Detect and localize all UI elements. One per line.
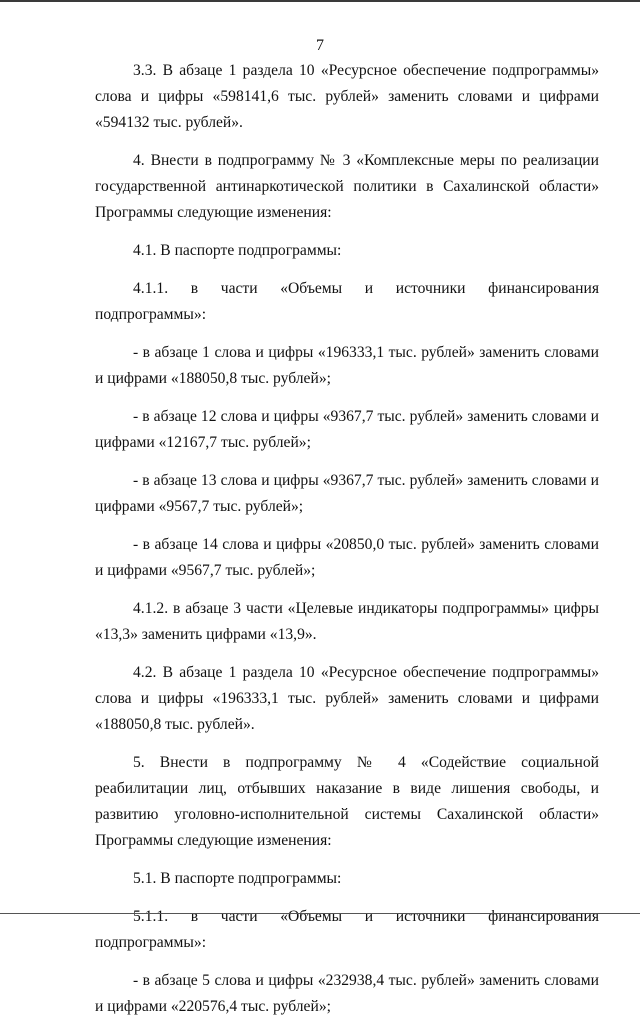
top-border-line	[0, 0, 640, 2]
paragraph-5-1: 5.1. В паспорте подпрограммы:	[133, 870, 342, 887]
paragraph-abzac-5: - в абзаце 5 слова и цифры «232938,4 тыс. рублей» заменить словами и цифрами «220576,4 тыс. рублей»;	[95, 972, 599, 1015]
paragraph-4: 4. Внести в подпрограмму № 3 «Комплексные меры по реализации государственной антинаркотической политики в Сахалинской области» Программы следующие изменения:	[95, 152, 599, 221]
paragraph-4-1-1: 4.1.1. в части «Объемы и источники финансирования подпрограммы»:	[95, 280, 599, 323]
paragraph-4-1-2: 4.1.2. в абзаце 3 части «Целевые индикаторы подпрограммы» цифры «13,3» заменить цифрами «13,9».	[95, 600, 599, 643]
bottom-border-line	[0, 913, 640, 914]
paragraph-4-1: 4.1. В паспорте подпрограммы:	[133, 242, 342, 259]
document-body	[95, 58, 599, 1020]
page-number: 7	[316, 37, 324, 54]
paragraph-5: 5. Внести в подпрограмму № 4 «Содействие социальной реабилитации лиц, отбывших наказание в виде лишения свободы, и развитию уголовно-исполнительной системы Сахалинской области» Программы следующие изменения:	[95, 754, 599, 849]
paragraph-5-1-1: 5.1.1. в части «Объемы и источники финансирования подпрограммы»:	[95, 908, 599, 951]
paragraph-abzac-13: - в абзаце 13 слова и цифры «9367,7 тыс. рублей» заменить словами и цифрами «9567,7 тыс. рублей»;	[95, 472, 599, 515]
paragraph-3-3: 3.3. В абзаце 1 раздела 10 «Ресурсное обеспечение подпрограммы» слова и цифры «598141,6 тыс. рублей» заменить словами и цифрами «594132 тыс. рублей».	[95, 62, 599, 131]
paragraph-4-2: 4.2. В абзаце 1 раздела 10 «Ресурсное обеспечение подпрограммы» слова и цифры «196333,1 тыс. рублей» заменить словами и цифрами «188050,8 тыс. рублей».	[95, 664, 599, 733]
paragraph-abzac-1: - в абзаце 1 слова и цифры «196333,1 тыс. рублей» заменить словами и цифрами «188050,8 тыс. рублей»;	[95, 344, 599, 387]
paragraph-abzac-12: - в абзаце 12 слова и цифры «9367,7 тыс. рублей» заменить словами и цифрами «12167,7 тыс. рублей»;	[95, 408, 599, 451]
paragraph-abzac-14: - в абзаце 14 слова и цифры «20850,0 тыс. рублей» заменить словами и цифрами «9567,7 тыс. рублей»;	[95, 536, 599, 579]
